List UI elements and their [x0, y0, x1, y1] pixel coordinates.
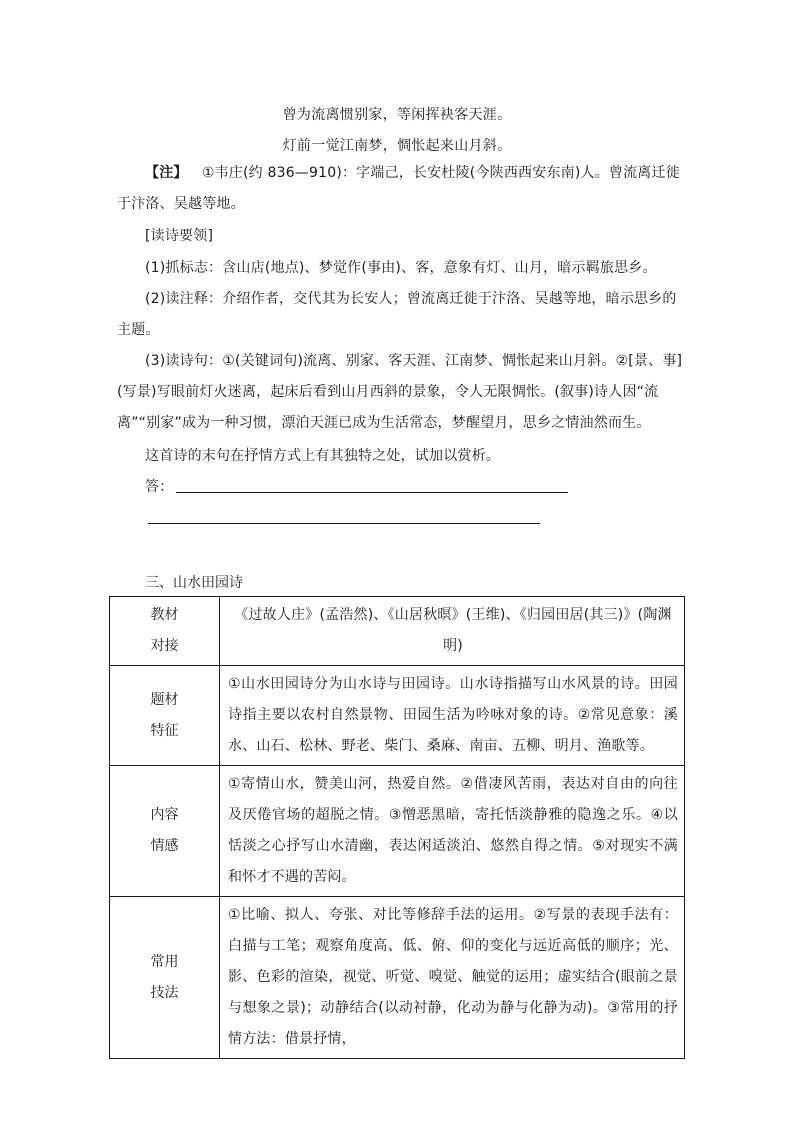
row-content: ①寄情山水，赞美山河，热爱自然。②借凄风苦雨，表达对自由的向往及厌倦官场的超脱之情。③憎恶黑暗，寄托恬淡静雅的隐逸之乐。④以恬淡之心抒写山水清幽，表达闲适淡泊、悠然自得之情。⑤对现实不满和怀才不遇的苦闷。 — [220, 766, 685, 897]
poem-line-2: 灯前一觉江南梦，惆怅起来山月斜。 — [282, 138, 512, 154]
answer-line-2[interactable] — [148, 523, 540, 524]
question-text: 这首诗的末句在抒情方式上有其独特之处，试加以赏析。 — [145, 448, 500, 464]
table-row — [110, 897, 685, 1059]
answer-line-1[interactable] — [176, 492, 568, 493]
answer-label: 答： — [145, 479, 174, 495]
row-content: ①山水田园诗分为山水诗与田园诗。山水诗指描写山水风景的诗。田园诗指主要以农村自然景物、田园生活为吟咏对象的诗。②常见意象：溪水、山石、松林、野老、柴门、桑麻、南亩、五柳、明月、渔歌等。 — [220, 666, 685, 766]
reading-guide-item-1: (1)抓标志：含山店(地点)、梦觉作(事由)、客，意象有灯、山月，暗示羁旅思乡。 — [145, 260, 657, 276]
note-paragraph — [117, 158, 687, 220]
row-label: 题材 特征 — [110, 666, 220, 766]
note-text: ①韦庄(约 836—910)：字端己，长安杜陵(今陕西西安东南)人。曾流离迁徙于汴洛、吴越等地。 — [117, 165, 680, 212]
poetry-guide-table — [109, 596, 685, 1059]
reading-guide-heading: [读诗要领] — [145, 228, 214, 244]
section-title: 三、山水田园诗 — [145, 575, 243, 591]
reading-guide-item-3: (3)读诗句：①(关键词句)流离、别家、客天涯、江南梦、惆怅起来山月斜。②[景、事](写景)写眼前灯火迷离，起床后看到山月西斜的景象，令人无限惆怅。(叙事)诗人因“流离”“别家”成为一种习惯，漂泊天涯已成为生活常态，梦醒望月，思乡之情油然而生。 — [117, 353, 683, 431]
row-label: 教材 对接 — [110, 597, 220, 666]
row-label: 常用 技法 — [110, 897, 220, 1059]
row-content: ①比喻、拟人、夸张、对比等修辞手法的运用。②写景的表现手法有：白描与工笔；观察角度高、低、俯、仰的变化与远近高低的顺序；光、影、色彩的渲染，视觉、听觉、嗅觉、触觉的运用；虚实结合(眼前之景与想象之景)；动静结合(以动衬静，化动为静与化静为动)。③常用的抒情方法：借景抒情， — [220, 897, 685, 1059]
row-label: 内容 情感 — [110, 766, 220, 897]
table-row — [110, 597, 685, 666]
note-label: 【注】 — [145, 165, 188, 181]
row-content: 《过故人庄》(孟浩然)、《山居秋暝》(王维)、《归园田居(其三)》(陶渊明) — [220, 597, 685, 666]
table-row — [110, 666, 685, 766]
table-row — [110, 766, 685, 897]
poem-line-1: 曾为流离惯别家，等闲挥袂客天涯。 — [282, 107, 512, 123]
reading-guide-item-2: (2)读注释：介绍作者，交代其为长安人；曾流离迁徙于汴洛、吴越等地，暗示思乡的主题。 — [117, 291, 677, 338]
